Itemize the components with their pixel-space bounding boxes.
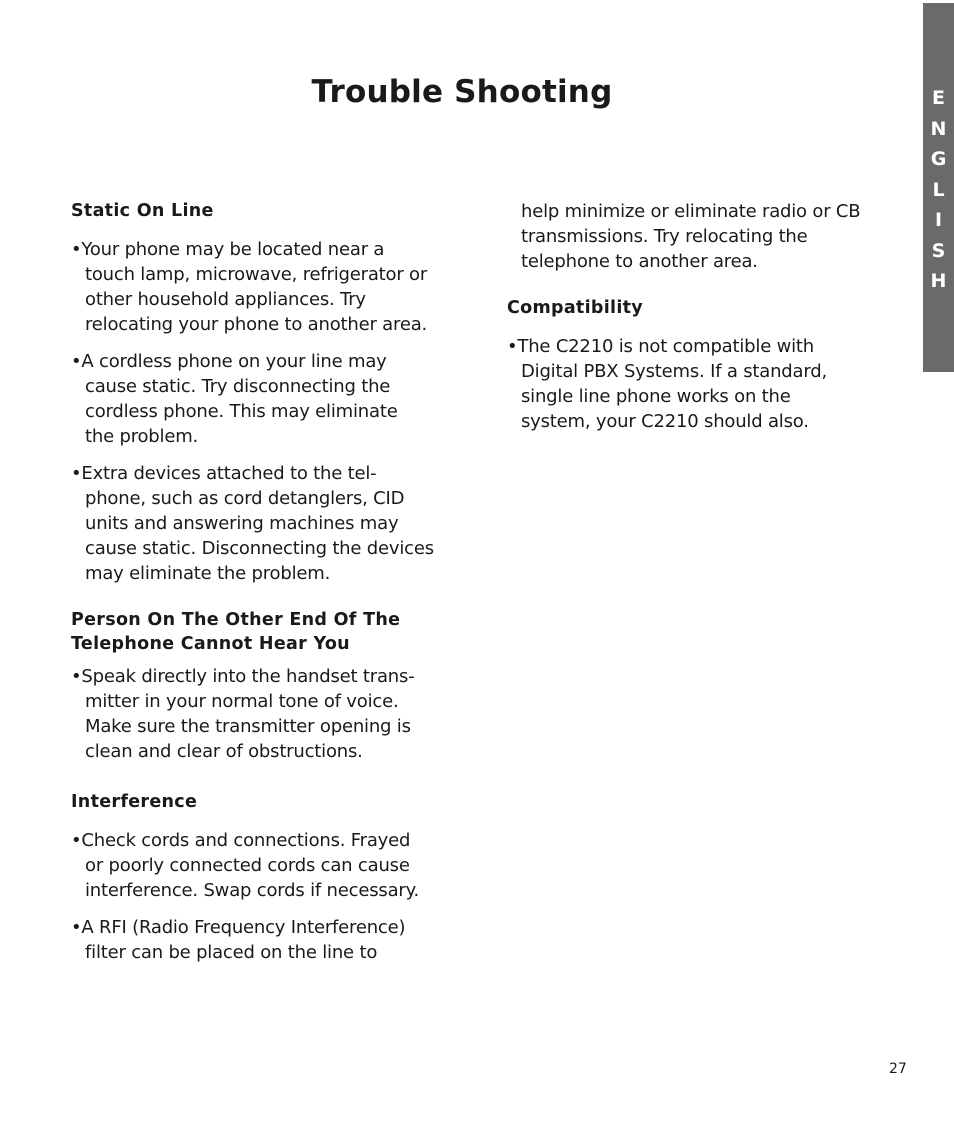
language-tab-letter: G [930,148,947,170]
page-number: 27 [889,1061,907,1077]
language-tab-letter: S [931,239,946,262]
continued-text: help minimize or eliminate radio or CB transmissions. Try relocating the telephone to another area. [521,201,861,272]
section-body-person [71,664,441,764]
section-heading-static: Static On Line [71,201,214,221]
section-heading-compatibility: Compatibility [507,298,643,318]
bullet-item: •The C2210 is not compatible with Digital PBX Systems. If a standard, single line phone works on the system, your C2210 should also. [507,336,827,432]
language-tab-letter: L [932,178,945,201]
section-body-compatibility [507,334,867,434]
bullet-item: •Your phone may be located near a touch lamp, microwave, refrigerator or other household appliances. Try relocating your phone to another area. [71,239,428,335]
language-tab-letter: N [930,117,947,140]
page-title: Trouble Shooting [311,74,613,110]
left-column [71,199,441,965]
right-column [507,199,867,434]
bullet-item: •A RFI (Radio Frequency Interference) filter can be placed on the line to [71,917,406,963]
section-body-interference [71,828,441,965]
language-tab-letter: H [930,270,947,292]
section-heading-interference: Interference [71,792,198,812]
section-heading-person: Person On The Other End Of The Telephone Cannot Hear You [71,610,401,654]
bullet-item: •Speak directly into the handset trans-mitter in your normal tone of voice. Make sure the transmitter opening is clean and clear of obstructions. [71,666,415,762]
bullet-item: •Check cords and connections. Frayed or poorly connected cords can cause interference. Swap cords if necessary. [71,830,420,901]
language-tab-label [923,83,954,297]
section-body-interference-continued [507,199,867,274]
bullet-item: •A cordless phone on your line may cause static. Try disconnecting the cordless phone. This may eliminate the problem. [71,351,398,447]
section-body-static [71,237,441,586]
bullet-item: •Extra devices attached to the tel-phone, such as cord detanglers, CID units and answering machines may cause static. Disconnecting the devices may eliminate the problem. [71,463,434,584]
language-tab-letter: E [932,87,945,109]
language-tab-letter: I [934,209,943,231]
language-tab [923,3,954,372]
